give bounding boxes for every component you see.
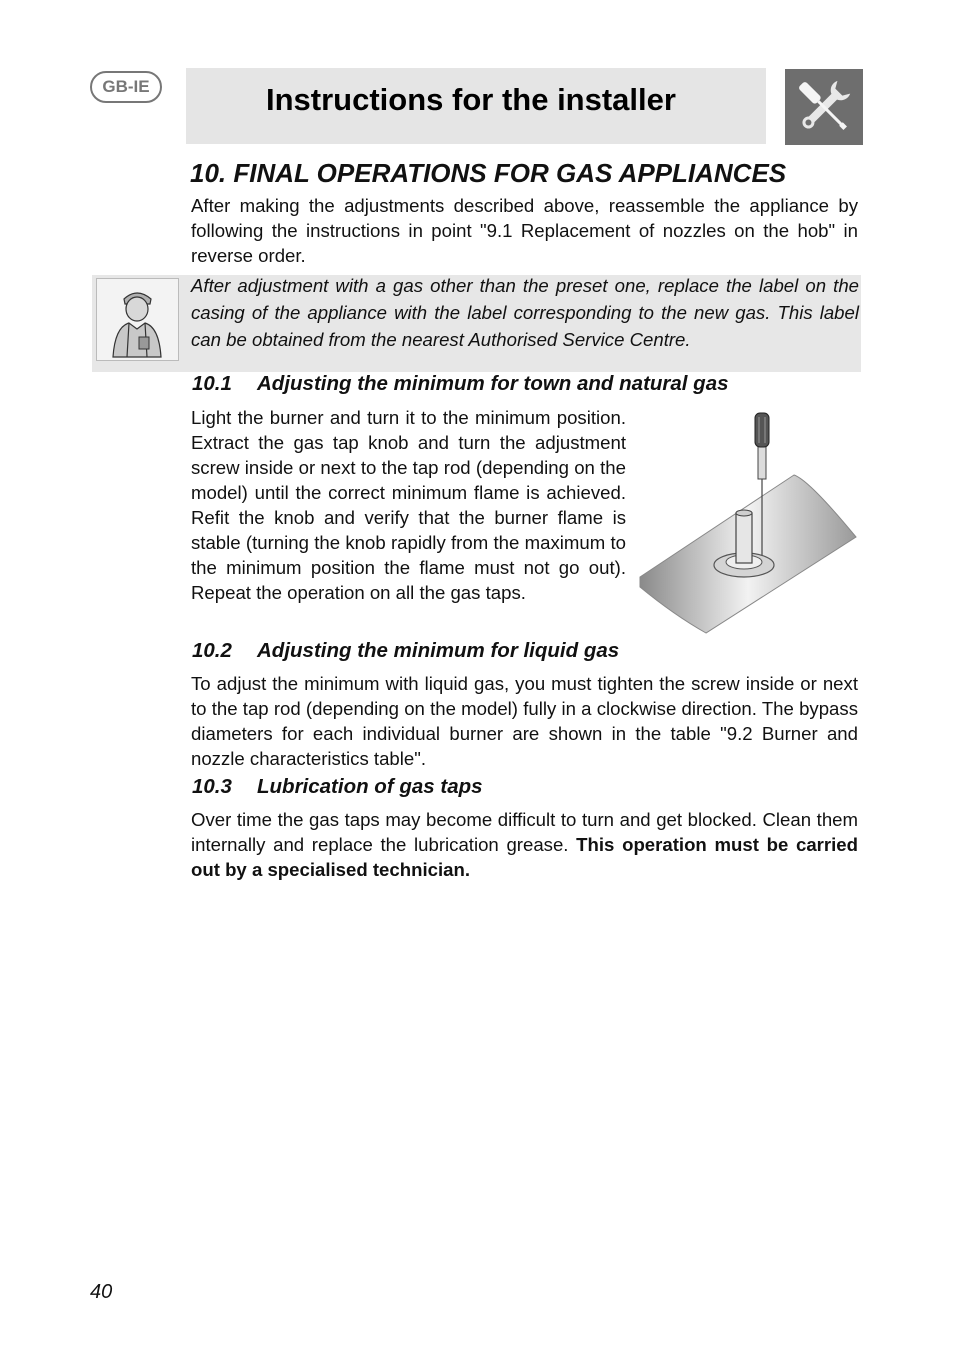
language-badge: GB-IE [90,71,162,103]
subsection-title: Lubrication of gas taps [257,775,483,798]
intro-paragraph: After making the adjustments described above, reassemble the appliance by following the instructions in point "9.1 Replacement of nozzles on the hob" in reverse order. [191,195,858,266]
subsection-number: 10.3 [192,775,232,798]
subsection-number: 10.2 [192,639,232,662]
section-title: 10. FINAL OPERATIONS FOR GAS APPLIANCES [190,158,787,188]
subsection-title: Adjusting the minimum for town and natural gas [257,372,729,395]
subsection-text-10-3 [191,807,858,882]
note-text: After adjustment with a gas other than the preset one, replace the label on the casing of the appliance with the label corresponding to the new gas. This label can be obtained from the nearest Authorised Service Centre. [191,275,859,350]
screwdriver-wrench-icon [785,69,863,145]
subsection-text-10-2: To adjust the minimum with liquid gas, you must tighten the screw inside or next to the tap rod (depending on the model) fully in a clockwise direction. The bypass diameters for each individual burner are shown in the table "9.2 Burner and nozzle characteristics table". [191,673,858,769]
gas-tap-adjustment-illustration [634,405,860,640]
lubrication-text: Over time the gas taps may become difficult to turn and get blocked. Clean them internally and replace the lubrication grease. [191,809,858,855]
subsection-heading-10-3 [192,775,483,799]
lubrication-warning: This operation must be carried out by a specialised technician. [191,834,858,880]
subsection-number: 10.1 [192,372,232,395]
subsection-heading-10-1 [192,372,729,396]
technician-icon [96,278,179,361]
subsection-title: Adjusting the minimum for liquid gas [257,639,620,662]
page-number: 40 [90,1281,113,1303]
subsection-heading-10-2 [192,639,619,663]
page-title: Instructions for the installer [266,82,676,117]
subsection-text-10-1: Light the burner and turn it to the minimum position. Extract the gas tap knob and turn the adjustment screw inside or next to the tap rod (depending on the model) until the correct minimum flame is achieved. Refit the knob and verify that the burner flame is stable (turning the knob rapidly from the maximum to the minimum position the flame must not go out). Repeat the operation on all the gas taps. [191,407,626,603]
